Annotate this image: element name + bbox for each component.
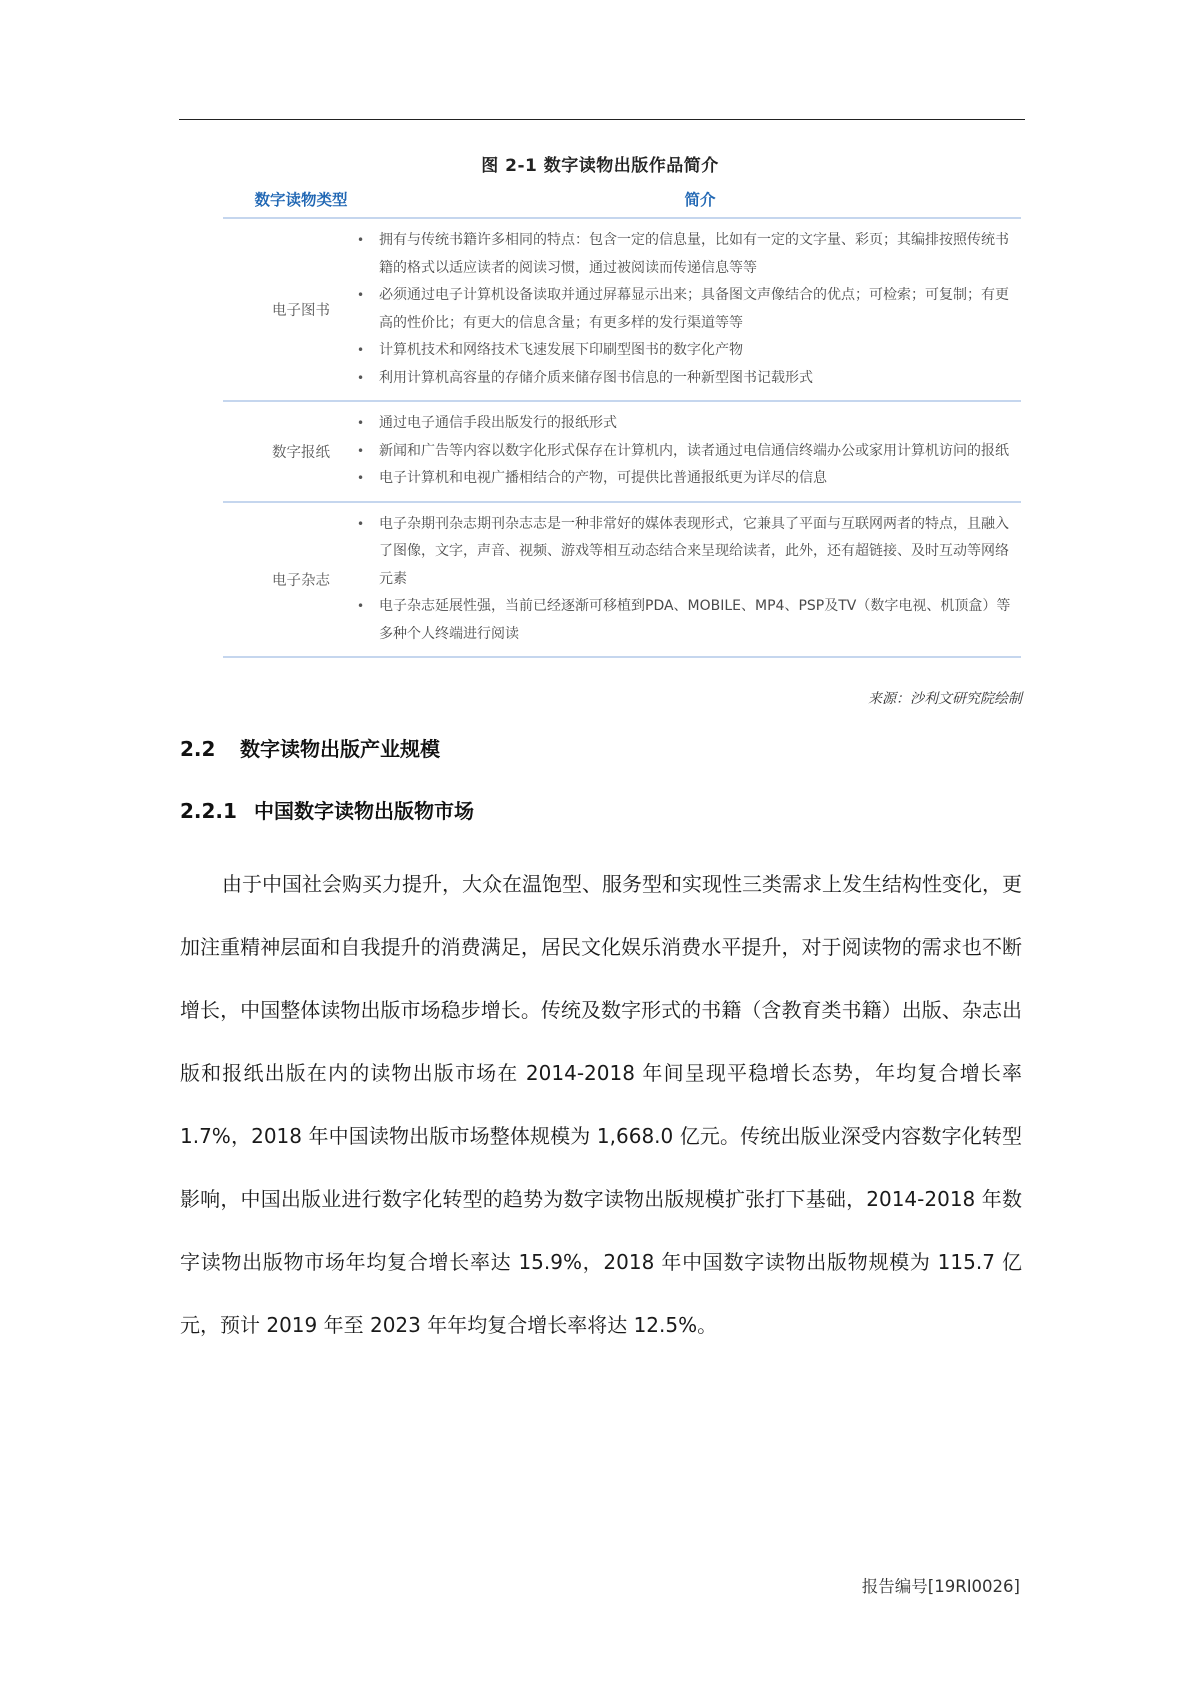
table-header-row — [223, 186, 1021, 218]
row-description — [379, 401, 1021, 502]
bullet-list — [379, 511, 1021, 649]
body-paragraph: 由于中国社会购买力提升，大众在温饱型、服务型和实现性三类需求上发生结构性变化，更加注重精神层面和自我提升的消费满足，居民文化娱乐消费水平提升，对于阅读物的需求也不断增长，中国整体读物出版市场稳步增长。传统及数字形式的书籍（含教育类书籍）出版、杂志出版和报纸出版在内的读物出版市场在 2014-2018 年间呈现平稳增长态势，年均复合增长率 1.7%，2018 年中国读物出版市场整体规模为 1,668.0 亿元。传统出版业深受内容数字化转型影响，中国出版业进行数字化转型的趋势为数字读物出版规模扩张打下基础，2014-2018 年数字读物出版物市场年均复合增长率达 15.9%，2018 年中国数字读物出版物规模为 115.7 亿元，预计 2019 年至 2023 年年均复合增长率将达 12.5%。 — [180, 872, 1022, 1337]
subsection-number: 2.2.1 — [180, 799, 237, 823]
bullet-item: • 电子计算机和电视广播相结合的产物，可提供比普通报纸更为详尽的信息 — [357, 465, 1021, 493]
row-type-ebook: 电子图书 — [223, 218, 379, 401]
bullet-item: • 拥有与传统书籍许多相同的特点：包含一定的信息量，比如有一定的文字量、彩页；其编排按照传统书籍的格式以适应读者的阅读习惯，通过被阅读而传递信息等等 — [357, 227, 1021, 282]
bullet-list — [379, 227, 1021, 392]
bullet-item: • 通过电子通信手段出版发行的报纸形式 — [357, 410, 1021, 438]
report-number: 报告编号[19RI0026] — [861, 1577, 1020, 1596]
bullet-item: • 计算机技术和网络技术飞速发展下印刷型图书的数字化产物 — [357, 337, 1021, 365]
column-header-type: 数字读物类型 — [223, 186, 379, 218]
bullet-item: • 必须通过电子计算机设备读取并通过屏幕显示出来；具备图文声像结合的优点；可检索；可复制；有更高的性价比；有更大的信息含量；有更多样的发行渠道等等 — [357, 282, 1021, 337]
bullet-item: • 电子杂志延展性强，当前已经逐渐可移植到PDA、MOBILE、MP4、PSP及TV（数字电视、机顶盒）等多种个人终端进行阅读 — [357, 593, 1021, 648]
table-row — [223, 218, 1021, 401]
subsection-title: 中国数字读物出版物市场 — [254, 799, 474, 823]
row-description — [379, 502, 1021, 658]
row-type-e-magazine: 电子杂志 — [223, 502, 379, 658]
section-title: 数字读物出版产业规模 — [240, 737, 440, 761]
bullet-item: • 利用计算机高容量的存储介质来储存图书信息的一种新型图书记载形式 — [357, 365, 1021, 393]
figure-title: 图 2-1 数字读物出版作品简介 — [481, 156, 719, 176]
table-row — [223, 502, 1021, 658]
row-type-digital-newspaper: 数字报纸 — [223, 401, 379, 502]
column-header-description: 简介 — [379, 186, 1021, 218]
digital-reading-types-table — [223, 186, 1021, 658]
bullet-list — [379, 410, 1021, 493]
figure-source: 来源：沙利文研究院绘制 — [868, 691, 1022, 707]
subsection-heading — [180, 795, 474, 824]
table-row — [223, 401, 1021, 502]
header-rule — [179, 119, 1025, 120]
section-heading — [180, 733, 440, 762]
bullet-item: • 新闻和广告等内容以数字化形式保存在计算机内，读者通过电信通信终端办公或家用计算机访问的报纸 — [357, 438, 1021, 466]
section-number: 2.2 — [180, 737, 216, 761]
row-description — [379, 218, 1021, 401]
bullet-item: • 电子杂期刊杂志期刊杂志志是一种非常好的媒体表现形式，它兼具了平面与互联网两者的特点，且融入了图像，文字，声音、视频、游戏等相互动态结合来呈现给读者，此外，还有超链接、及时互动等网络元素 — [357, 511, 1021, 594]
